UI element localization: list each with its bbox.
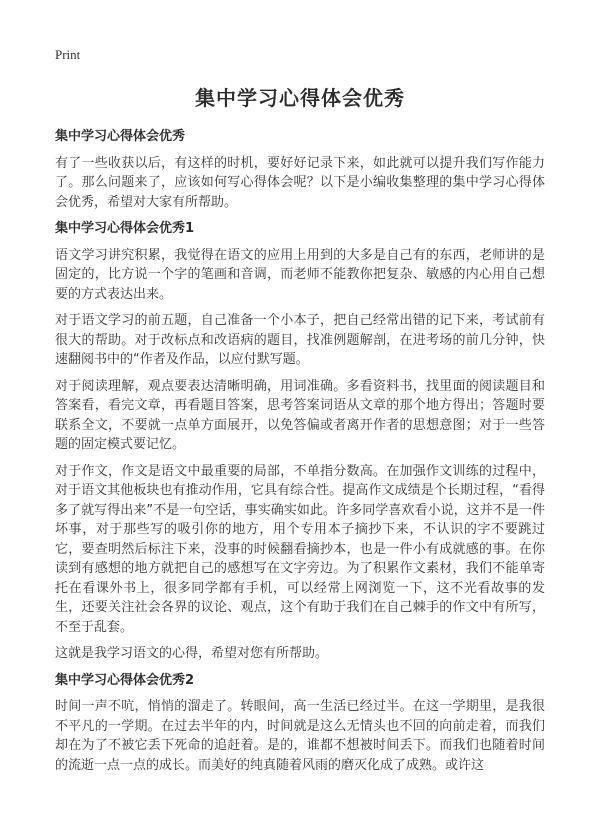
print-button[interactable]: Print	[55, 47, 81, 62]
page-title: 集中学习心得体会优秀	[195, 86, 405, 110]
paragraph: 对于作文，作文是语文中最重要的局部，不单指分数高。在加强作文训练的过程中，对于语文其他板块也有推动作用，它具有综合性。提高作文成绩是个长期过程，“看得多了就写得出来”不是一句空话，事实确实如此。许多同学喜欢看小说，这并不是一件坏事，对于那些写的吸引你的地方，用个专用本子摘抄下来，不认识的字不要跳过它，要查明然后标注下来，没事的时候翻看摘抄本，也是一件小有成就感的事。在你读到有感想的地方就把自己的感想写在文字旁边。为了积累作文素材，我们不能单寄托在看课外书上，很多同学都有手机，可以经常上网浏览一下，这不光看故事的发生，还要关注社会各界的议论、观点，这个有助于我们在自己棘手的作文中有所写，不至于乱套。	[55, 463, 545, 635]
document-body	[55, 127, 545, 775]
paragraph: 有了一些收获以后，有这样的时机，要好好记录下来，如此就可以提升我们写作能力了。那么问题来了，应该如何写心得体会呢？以下是小编收集整理的集中学习心得体会优秀，希望对大家有所帮助。	[55, 155, 545, 210]
paragraph: 对于语文学习的前五题，自己准备一个小本子，把自己经常出错的记下来，考试前有很大的帮助。对于改标点和改语病的题目，找准例题解剖，在进考场的前几分钟，快速翻阅书中的“作者及作品，以应付默写题。	[55, 313, 545, 367]
section-subheading: 集中学习心得体会优秀	[55, 129, 186, 144]
paragraph: 语文学习讲究积累，我觉得在语文的应用上用到的大多是自己有的东西，老师讲的是固定的，比方说一个字的笔画和音调，而老师不能教你把复杂、敏感的内心用自己想要的方式表达出来。	[55, 247, 545, 302]
section-heading-2: 集中学习心得体会优秀2	[55, 672, 195, 688]
paragraph: 对于阅读理解，观点要表达清晰明确，用词准确。多看资料书，找里面的阅读题目和答案看，看完文章，再看题目答案，思考答案词语从文章的那个地方得出；答题时要联系全文，不要就一点单方面展开，以免答偏或者离开作者的思想意图；对于一些答题的固定模式要记忆。	[55, 378, 545, 452]
paragraph: 这就是我学习语文的心得，希望对您有所帮助。	[55, 646, 329, 661]
section-heading-1: 集中学习心得体会优秀1	[55, 221, 195, 236]
paragraph: 时间一声不吭，悄悄的溜走了。转眼间，高一生活已经过半。在这一学期里，是我很不平凡的一学期。在过去半年的内，时间就是这么无情头也不回的向前走着，而我们却在为了不被它丢下死命的追赶着。是的，谁都不想被时间丢下。而我们也随着时间的流逝一点一点的成长。而美好的纯真随着风雨的磨灭化成了成熟。或许这	[55, 699, 545, 773]
